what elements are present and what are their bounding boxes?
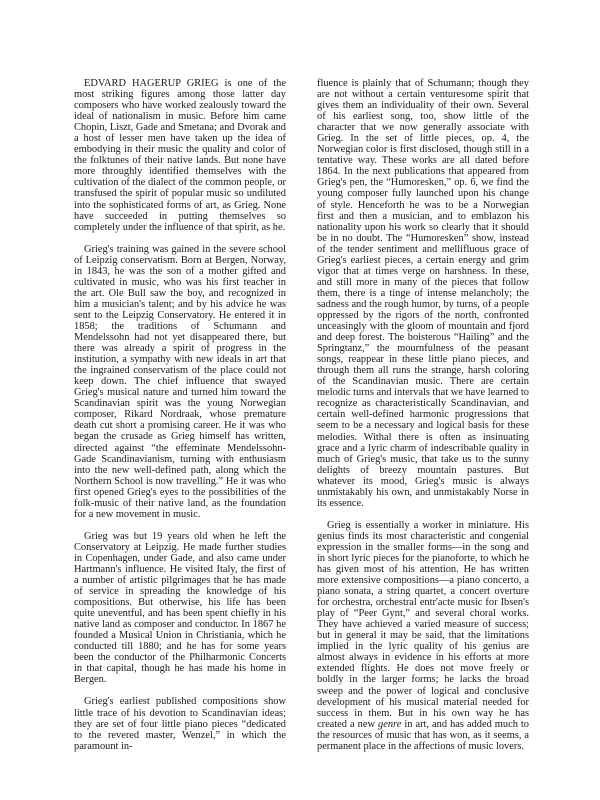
miniature-text-start: Grieg is essentially a worker in miniature. His genius finds its most characteristic and congenial expression in the smaller forms—in the song and in short lyric pieces for the pianoforte, to which he has given most of his attention. He has written more extensive compositions—a piano concerto, a piano sonata, a string quartet, a concert overture for orchestra, orchestral entr'acte music for Ibsen's play of “Peer Gynt,” and several choral works. They have achieved a varied measure of success; but in general it may be said, that the limitations implied in the lyric quality of his genius are almost always in evidence in his efforts at more extended flights. He does not move freely or boldly in the larger forms; he lacks the broad sweep and the power of logical and conclusive development of his musical material needed for success in them. But in his own way he has created a new: [317, 519, 529, 730]
paragraph-continuation: fluence is plainly that of Schumann; though they are not without a certain venturesome spirit that gives them an individuality of their own. Several of his earliest song, too, show little of the character that we now generally associate with Grieg. In the set of little pieces, op. 4, the Norwegian color is first disclosed, though still in a tentative way. These works are all dated before 1864. In the next publications that appeared from Grieg's pen, the “Humoresken,” op. 6, we find the young composer fully launched upon his change of style. Henceforth he was to be a Norwegian first and then a musician, and to emblazon his nationality upon his work so clearly that it should be in no doubt. The “Humoresken” show, instead of the tender sentiment and mellifluous grace of Grieg's earliest pieces, a certain energy and grim vigor that at times verge on harshness. In these, and still more in many of the pieces that follow them, there is a tinge of intense melancholy; the sadness and the rough humor, by turns, of a people oppressed by the rigors of the north, confronted unceasingly with the gloom of mountain and fjord and deep forest. The boisterous “Hailing” and the Springtanz,” the mournfulness of the peasant songs, reappear in these little piano pieces, and through them all runs the strange, harsh coloring of the Scandinavian music. There are certain melodic turns and intervals that we have learned to recognize as characteristically Scandinavian, and certain well-defined harmonic progressions that seem to be a necessary and logical basis for these melodies. Withal there is often as insinuating grace and a lyric charm of indescribable quality in much of Grieg's music, that take us to the sunny delights of breezy mountain pastures. But whatever its mood, Grieg's music is always unmistakably his own, and unmistakably Norse in its essence.: [317, 78, 529, 509]
paragraph-early-compositions: Grieg's earliest published compositions show little trace of his devotion to Scandinavian ideas; they are set of four little piano pieces “dedicated to the revered master, Wenzel,” in which the paramount in-: [74, 696, 286, 752]
paragraph-miniature: [317, 520, 529, 752]
right-column: [317, 78, 529, 763]
paragraph-early-life: Grieg was but 19 years old when he left the Conservatory at Leipzig. He made further studies in Copenhagen, under Gade, and also came under Hartmann's influence. He visited Italy, the first of a number of artistic pilgrimages that he has made of service in spreading the knowledge of his compositions. But otherwise, his life has been quite uneventful, and has been spent chiefly in his native land as composer and conductor. In 1867 he founded a Musical Union in Christiania, which he conducted till 1880; and he has for some years been the conductor of the Philharmonic Concerts in that capital, though he has made his home in Bergen.: [74, 530, 286, 686]
italic-genre: genre: [378, 718, 402, 730]
paragraph-intro: EDVARD HAGERUP GRIEG is one of the most striking figures among those latter day composers who have worked zealously toward the ideal of nationalism in music. Before him came Chopin, Liszt, Gade and Smetana; and Dvorak and a host of lesser men have taken up the idea of embodying in their music the quality and color of the folktunes of their native lands. But none have more throughly identified themselves with the cultivation of the dialect of the common people, or transfused the spirit of popular music so undiluted into the sophisticated forms of art, as Grieg. None have succeeded in putting themselves so completely under the influence of that spirit, as he.: [74, 78, 286, 233]
paragraph-training: Grieg's training was gained in the severe school of Leipzig conservatism. Born at Bergen, Norway, in 1843, he was the son of a mother gifted and cultivated in music, who was his first teacher in the art. Ole Bull saw the boy, and recognized in him a musician's talent; and by his advice he was sent to the Leipzig Conservatory. He entered it in 1858; the traditions of Schumann and Mendelssohn had not yet disappeared there, but there was already a spirit of progress in the institution, a sympathy with new ideals in art that the ingrained conservatism of the place could not keep down. The chief influence that swayed Grieg's musical nature and turned him toward the Scandinavian spirit was the young Norwegian composer, Rikard Nordraak, whose premature death cut short a promising career. He it was who began the crusade as Grieg himself has written, directed against “the effeminate Mendelssohn-Gade Scandinavianism, turning with enthusiasm into the new well-defined path, along which the Northern School is now travelling.” He it was who first opened Grieg's eyes to the possibilities of the folk-music of their native land, as the foundation for a new movement in music.: [74, 243, 286, 520]
left-column: [74, 78, 286, 763]
miniature-text-end: in art, and has added much to the resources of music that has won, as it seems, a permanent place in the affections of music lovers.: [317, 718, 530, 752]
